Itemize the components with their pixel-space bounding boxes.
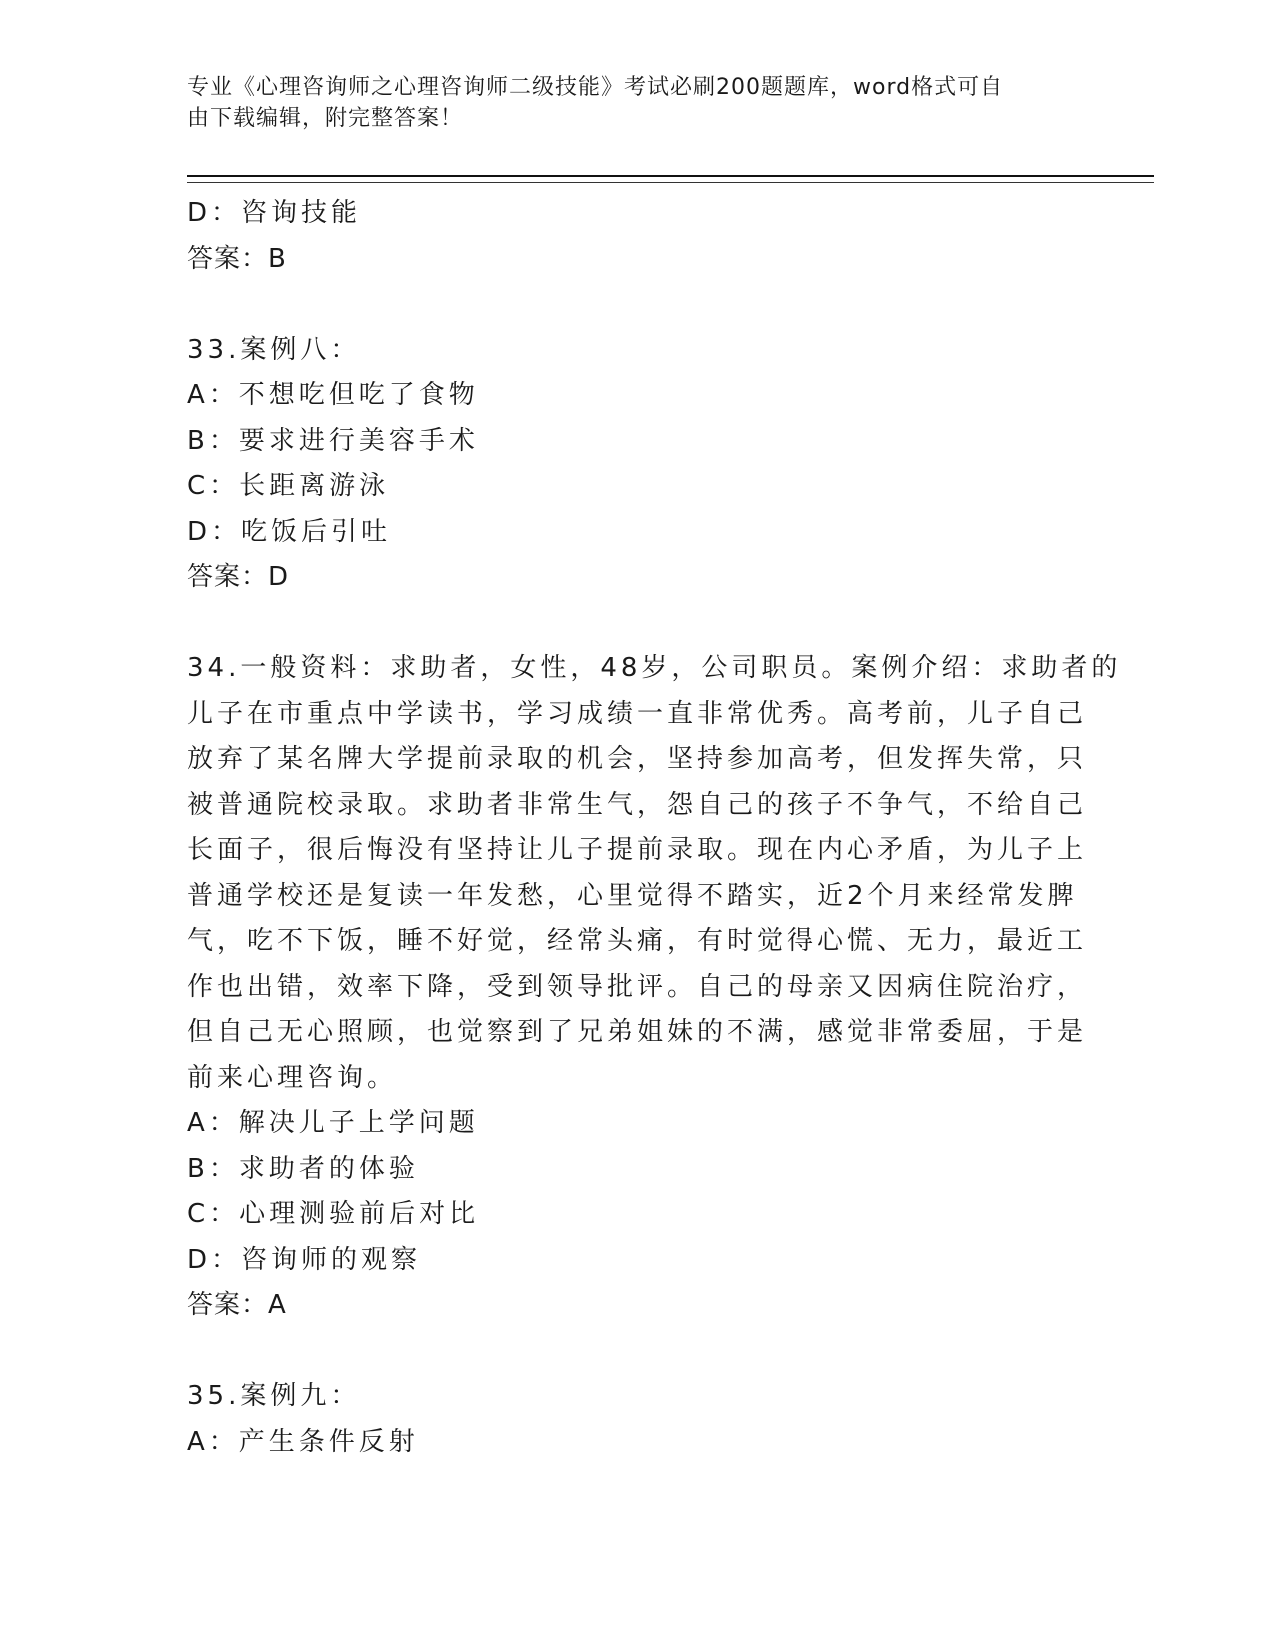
question-stem-line: 普通学校还是复读一年发愁，心里觉得不踏实，近2个月来经常发脾 bbox=[187, 880, 1078, 911]
question-35 bbox=[187, 1374, 1087, 1465]
option-b: B：求助者的体验 bbox=[187, 1153, 419, 1184]
question-stem-line: 前来心理咨询。 bbox=[187, 1062, 398, 1093]
option-d: D：吃饭后引吐 bbox=[187, 516, 392, 547]
answer: 答案：A bbox=[187, 1290, 287, 1320]
question-34 bbox=[187, 646, 1122, 1329]
option-b: B：要求进行美容手术 bbox=[187, 425, 479, 456]
page-header bbox=[187, 72, 1067, 134]
prev-answer: 答案：B bbox=[187, 243, 287, 274]
question-stem-line: 作也出错，效率下降，受到领导批评。自己的母亲又因病住院治疗， bbox=[187, 971, 1088, 1002]
option-a: A：产生条件反射 bbox=[187, 1426, 419, 1457]
question-stem-line: 气，吃不下饭，睡不好觉，经常头痛，有时觉得心慌、无力，最近工 bbox=[187, 926, 1088, 956]
header-divider-thick bbox=[187, 175, 1154, 177]
question-stem-line: 但自己无心照顾，也觉察到了兄弟姐妹的不满，感觉非常委屈，于是 bbox=[187, 1017, 1088, 1047]
question-stem: 33.案例八： bbox=[187, 334, 361, 365]
answer: 答案：D bbox=[187, 562, 290, 592]
question-stem-line: 儿子在市重点中学读书，学习成绩一直非常优秀。高考前，儿子自己 bbox=[187, 698, 1088, 729]
option-d: D：咨询师的观察 bbox=[187, 1244, 422, 1275]
question-stem-line: 放弃了某名牌大学提前录取的机会，坚持参加高考，但发挥失常，只 bbox=[187, 744, 1088, 774]
spacer bbox=[187, 1329, 1087, 1375]
spacer bbox=[187, 282, 1087, 328]
header-divider-thin bbox=[187, 182, 1154, 183]
question-list bbox=[187, 191, 1122, 1465]
option-c: C：心理测验前后对比 bbox=[187, 1199, 480, 1229]
option-a: A：解决儿子上学问题 bbox=[187, 1108, 479, 1138]
option-a: A：不想吃但吃了食物 bbox=[187, 380, 479, 410]
question-33 bbox=[187, 328, 1087, 601]
question-stem: 35.案例九： bbox=[187, 1381, 361, 1411]
question-stem-line: 34.一般资料：求助者，女性，48岁，公司职员。案例介绍：求助者的 bbox=[187, 653, 1122, 683]
question-stem-line: 长面子，很后悔没有坚持让儿子提前录取。现在内心矛盾，为儿子上 bbox=[187, 835, 1088, 865]
option-c: C：长距离游泳 bbox=[187, 471, 390, 501]
question-stem-line: 被普通院校录取。求助者非常生气，怨自己的孩子不争气，不给自己 bbox=[187, 789, 1088, 820]
prev-option-d: D：咨询技能 bbox=[187, 198, 362, 228]
header-title-line-1: 专业《心理咨询师之心理咨询师二级技能》考试必刷200题题库，word格式可自 bbox=[187, 75, 1004, 100]
spacer bbox=[187, 601, 1087, 647]
header-title-line-2: 由下载编辑，附完整答案！ bbox=[187, 106, 464, 131]
